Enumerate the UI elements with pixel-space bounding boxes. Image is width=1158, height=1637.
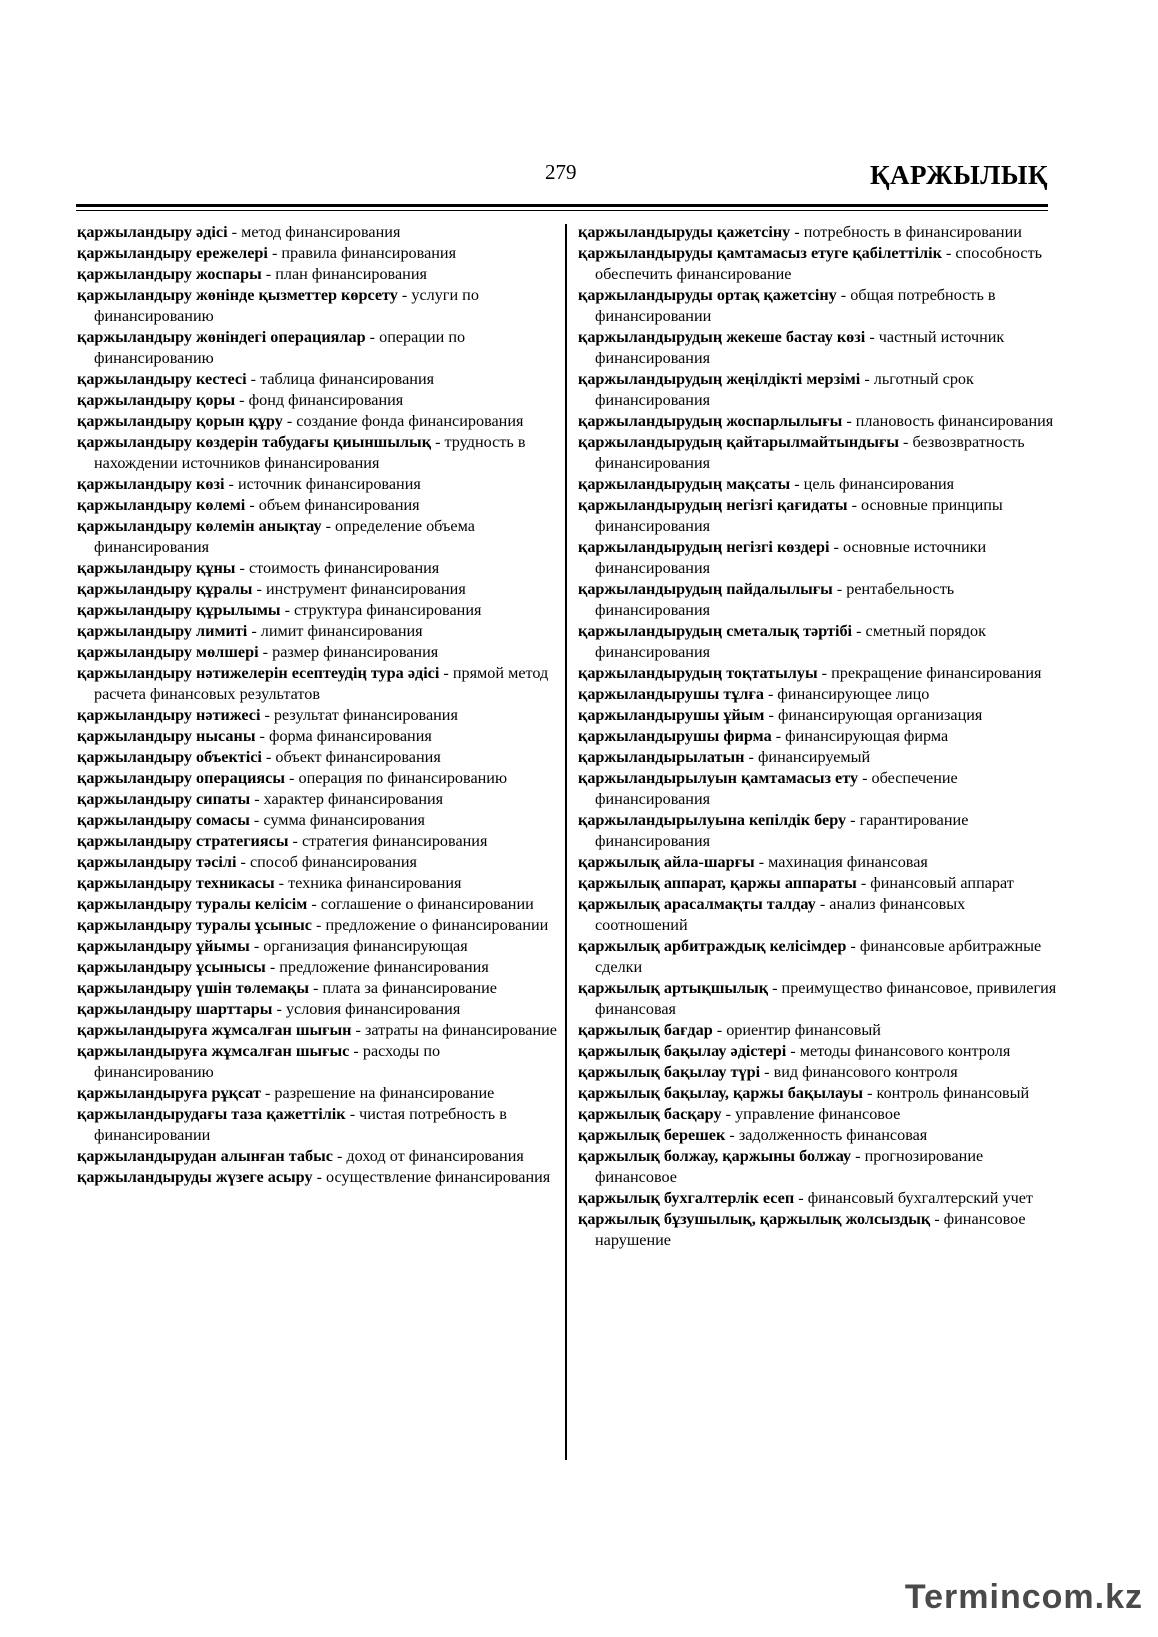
dictionary-entry [77, 285, 557, 327]
entry-separator: - [397, 286, 412, 304]
entry-term: қаржыландыру жөнінде қызметтер көрсету [77, 286, 398, 304]
entry-term: қаржыландыру құны [77, 559, 236, 577]
entry-term: қаржыландыру мөлшері [77, 643, 259, 661]
entry-definition: прямой метод расчета финансовых результатов [94, 664, 549, 703]
entry-definition: операция по финансированию [298, 769, 508, 787]
entry-term: қаржыландырылуын қамтамасыз ету [578, 769, 859, 787]
entry-definition: сметный порядок финансирования [595, 622, 986, 661]
entry-separator: - [829, 538, 843, 556]
entry-separator: - [725, 1126, 739, 1144]
entry-definition: финансирующее лицо [777, 685, 930, 703]
entry-term: қаржылық артықшылық [578, 979, 769, 997]
entry-separator: - [760, 1063, 774, 1081]
dictionary-entry [578, 369, 1058, 411]
entry-separator: - [431, 433, 445, 451]
entry-term: қаржыландырудың мақсаты [578, 475, 791, 493]
entry-separator: - [267, 244, 282, 262]
entry-term: қаржыландырылатын [578, 748, 745, 766]
entry-definition: правила финансирования [281, 244, 457, 262]
entry-definition: преимущество финансовое, привилегия финансовая [595, 979, 1057, 1018]
dictionary-entry [77, 474, 557, 495]
entry-separator: - [261, 265, 276, 283]
dictionary-entry [578, 432, 1058, 474]
entry-term: қаржыландыру жөніндегі операциялар [77, 328, 366, 346]
entry-definition: таблица финансирования [260, 370, 435, 388]
entry-separator: - [771, 727, 786, 745]
entry-definition: обеспечение финансирования [595, 769, 958, 808]
entry-separator: - [365, 328, 380, 346]
entry-term: қаржыландыру үшін төлемақы [77, 979, 309, 997]
dictionary-entry [77, 642, 557, 663]
entry-term: қаржыландырушы тұлға [578, 685, 764, 703]
dictionary-entry [77, 579, 557, 600]
entry-term: қаржыландыру құрылымы [77, 601, 281, 619]
entry-separator: - [754, 853, 769, 871]
entry-definition: гарантирование финансирования [595, 811, 969, 850]
entry-term: қаржыландырудың жеңілдікті мерзімі [578, 370, 861, 388]
entry-definition: прекращение финансирования [831, 664, 1042, 682]
header-rule-thick [76, 204, 1048, 207]
dictionary-entry [77, 789, 557, 810]
entry-definition: лимит финансирования [260, 622, 423, 640]
entry-separator: - [712, 1021, 727, 1039]
entry-term: қаржыландыру ережелері [77, 244, 268, 262]
dictionary-entry [77, 264, 557, 285]
entry-term: қаржыландыруға жұмсалған шығыс [77, 1042, 350, 1060]
entry-separator: - [439, 664, 453, 682]
entry-definition: финансирующая фирма [785, 727, 949, 745]
entry-definition: общая потребность в финансировании [595, 286, 996, 325]
entry-term: қаржыландыру сипаты [77, 790, 251, 808]
entry-definition: безвозвратность финансирования [595, 433, 1025, 472]
entry-separator: - [250, 790, 264, 808]
entry-term: қаржыландыруды ортақ қажетсіну [578, 286, 837, 304]
dictionary-entry [77, 831, 557, 852]
entry-term: қаржылық бағдар [578, 1021, 713, 1039]
entry-separator: - [311, 916, 326, 934]
entry-separator: - [285, 769, 299, 787]
entry-separator: - [817, 664, 832, 682]
entry-separator: - [860, 370, 874, 388]
entry-separator: - [842, 412, 856, 430]
column-divider [565, 224, 567, 1460]
entry-separator: - [794, 1189, 808, 1207]
entry-separator: - [349, 1042, 363, 1060]
entry-separator: - [265, 958, 280, 976]
dictionary-entry [77, 495, 557, 516]
entry-definition: план финансирования [275, 265, 427, 283]
entry-definition: предложение о финансировании [325, 916, 549, 934]
entry-separator: - [280, 601, 294, 619]
entry-term: қаржыландыру стратегиясы [77, 832, 289, 850]
entry-separator: - [245, 496, 259, 514]
dictionary-entry [77, 516, 557, 558]
dictionary-entry [77, 1020, 557, 1041]
entry-definition: анализ финансовых соотношений [595, 895, 966, 934]
entry-term: қаржыландыру туралы ұсыныс [77, 916, 312, 934]
entry-separator: - [224, 475, 238, 493]
dictionary-entry [77, 705, 557, 726]
entry-separator: - [345, 1105, 360, 1123]
dictionary-entry [77, 1083, 557, 1104]
dictionary-entry [578, 1104, 1058, 1125]
entry-separator: - [815, 895, 830, 913]
entry-definition: махинация финансовая [768, 853, 928, 871]
entry-term: қаржыландыру ұйымы [77, 937, 250, 955]
entry-separator: - [744, 748, 758, 766]
entry-term: қаржылық бұзушылық, қаржылық жолсыздық [578, 1210, 931, 1228]
entry-separator: - [858, 769, 872, 787]
entry-term: қаржыландыруға рұқсат [77, 1084, 261, 1102]
entry-separator: - [274, 874, 289, 892]
entry-term: қаржыландыру техникасы [77, 874, 275, 892]
entry-separator: - [272, 1000, 286, 1018]
entry-term: қаржыландырудың тоқтатылуы [578, 664, 818, 682]
entry-term: қаржыландыру нысаны [77, 727, 256, 745]
dictionary-entry [77, 852, 557, 873]
entry-term: қаржылық бақылау, қаржы бақылауы [578, 1084, 864, 1102]
entry-separator: - [247, 622, 261, 640]
entry-definition: осуществление финансирования [326, 1168, 551, 1186]
entry-term: қаржылық берешек [578, 1126, 726, 1144]
entry-separator: - [930, 1210, 944, 1228]
entry-definition: разрешение на финансирование [274, 1084, 495, 1102]
entry-separator: - [832, 580, 847, 598]
header-rule-thin [76, 210, 1048, 211]
entry-separator: - [721, 1105, 736, 1123]
entry-term: қаржыландыру шарттары [77, 1000, 273, 1018]
entry-separator: - [261, 748, 276, 766]
dictionary-entry [77, 768, 557, 789]
entry-term: қаржыландыру кестесі [77, 370, 247, 388]
entry-definition: инструмент финансирования [265, 580, 466, 598]
dictionary-entry [77, 915, 557, 936]
dictionary-entry [578, 978, 1058, 1020]
entry-definition: определение объема финансирования [94, 517, 475, 556]
entry-definition: плата за финансирование [322, 979, 497, 997]
entry-definition: финансируемый [757, 748, 871, 766]
entry-definition: техника финансирования [288, 874, 462, 892]
entry-term: қаржыландыру лимиті [77, 622, 248, 640]
entry-term: қаржыландырудың сметалық тәртібі [578, 622, 853, 640]
entry-term: қаржыландыру көлемі [77, 496, 246, 514]
dictionary-entry [77, 936, 557, 957]
dictionary-entry [578, 1125, 1058, 1146]
entry-term: қаржыландыруды қажетсіну [578, 223, 791, 241]
entry-separator: - [836, 286, 851, 304]
entry-definition: создание фонда финансирования [296, 412, 524, 430]
right-column [578, 222, 1058, 1251]
entry-definition: плановость финансирования [855, 412, 1054, 430]
dictionary-entry [77, 1041, 557, 1083]
entry-separator: - [790, 475, 804, 493]
entry-separator: - [763, 685, 778, 703]
dictionary-entry [77, 726, 557, 747]
entry-definition: способ финансирования [249, 853, 417, 871]
entry-definition: предложение финансирования [279, 958, 489, 976]
entry-term: қаржыландыру ұсынысы [77, 958, 266, 976]
entry-definition: финансовые арбитражные сделки [595, 937, 1042, 976]
entry-separator: - [863, 1084, 877, 1102]
entry-definition: объем финансирования [258, 496, 420, 514]
dictionary-entry [77, 600, 557, 621]
entry-term: қаржыландырудың пайдалылығы [578, 580, 833, 598]
entry-definition: частный источник финансирования [595, 328, 1005, 367]
dictionary-entry [578, 1209, 1058, 1251]
entry-term: қаржыландырудың қайтарылмайтындығы [578, 433, 899, 451]
dictionary-entry [77, 747, 557, 768]
entry-definition: сумма финансирования [263, 811, 425, 829]
entry-definition: фонд финансирования [248, 391, 404, 409]
entry-definition: затраты на финансирование [364, 1021, 557, 1039]
entry-separator: - [307, 895, 321, 913]
dictionary-entry [578, 474, 1058, 495]
entry-term: қаржылық арбитраждық келісімдер [578, 937, 847, 955]
entry-term: қаржыландыру құралы [77, 580, 253, 598]
dictionary-entry [578, 936, 1058, 978]
dictionary-entry [77, 1104, 557, 1146]
entry-term: қаржыландыру жоспары [77, 265, 262, 283]
dictionary-entry [578, 537, 1058, 579]
dictionary-entry [77, 432, 557, 474]
entry-separator: - [260, 1084, 275, 1102]
dictionary-entry [77, 999, 557, 1020]
entry-separator: - [255, 727, 269, 745]
dictionary-entry [578, 810, 1058, 852]
entry-definition: цель финансирования [803, 475, 955, 493]
entry-term: қаржыландыру объектісі [77, 748, 262, 766]
entry-term: қаржыландыру көлемін анықтау [77, 517, 322, 535]
entry-separator: - [312, 1168, 327, 1186]
dictionary-entry [77, 222, 557, 243]
dictionary-entry [578, 222, 1058, 243]
dictionary-entry [77, 621, 557, 642]
dictionary-entry [77, 1146, 557, 1167]
entry-definition: организация финансирующая [263, 937, 468, 955]
entry-term: қаржылық айла-шарғы [578, 853, 755, 871]
dictionary-entry [77, 411, 557, 432]
entry-separator: - [856, 874, 871, 892]
dictionary-entry [77, 390, 557, 411]
entry-definition: финансирующая организация [777, 706, 983, 724]
dictionary-entry [578, 621, 1058, 663]
left-column [77, 222, 557, 1188]
dictionary-entry [77, 558, 557, 579]
page-number: 279 [545, 160, 577, 184]
entry-definition: основные источники финансирования [595, 538, 987, 577]
entry-separator: - [768, 979, 782, 997]
dictionary-entry [578, 663, 1058, 684]
entry-separator: - [321, 517, 336, 535]
entry-definition: стратегия финансирования [301, 832, 488, 850]
dictionary-entry [77, 663, 557, 705]
entry-separator: - [235, 559, 249, 577]
entry-definition: льготный срок финансирования [595, 370, 974, 409]
entry-definition: потребность в финансировании [803, 223, 1022, 241]
dictionary-entry [578, 852, 1058, 873]
entry-definition: результат финансирования [273, 706, 458, 724]
entry-definition: размер финансирования [272, 643, 439, 661]
entry-term: қаржыландыру туралы келісім [77, 895, 308, 913]
entry-separator: - [846, 937, 860, 955]
entry-definition: услуги по финансированию [94, 286, 479, 325]
entry-term: қаржыландыру көзі [77, 475, 225, 493]
entry-term: қаржыландыру тәсілі [77, 853, 237, 871]
entry-definition: характер финансирования [263, 790, 444, 808]
entry-term: қаржыландырудың негізгі қағидаты [578, 496, 848, 514]
entry-definition: операции по финансированию [94, 328, 466, 367]
entry-term: қаржыландырылуына кепілдік беру [578, 811, 847, 829]
dictionary-entry [578, 894, 1058, 936]
dictionary-entry [578, 768, 1058, 810]
entry-term: қаржыландыруды жүзеге асыру [77, 1168, 313, 1186]
entry-definition: вид финансового контроля [773, 1063, 958, 1081]
watermark-logo: Termincom.kz [904, 1578, 1143, 1616]
entry-term: қаржыландыру нәтижесі [77, 706, 261, 724]
entry-separator: - [852, 622, 866, 640]
entry-definition: ориентир финансовый [726, 1021, 881, 1039]
entry-separator: - [790, 223, 804, 241]
dictionary-entry [578, 1188, 1058, 1209]
entry-separator: - [258, 643, 273, 661]
entry-definition: трудность в нахождении источников финансирования [94, 433, 526, 472]
entry-separator: - [246, 370, 261, 388]
dictionary-entry [578, 1041, 1058, 1062]
entry-separator: - [851, 1147, 865, 1165]
entry-separator: - [236, 853, 250, 871]
entry-term: қаржылық бақылау түрі [578, 1063, 761, 1081]
entry-definition: источник финансирования [237, 475, 421, 493]
dictionary-entry [578, 285, 1058, 327]
dictionary-entry [77, 369, 557, 390]
entry-term: қаржыландыру сомасы [77, 811, 250, 829]
entry-separator: - [235, 391, 249, 409]
dictionary-entry [578, 1020, 1058, 1041]
entry-separator: - [865, 328, 879, 346]
dictionary-entry [77, 327, 557, 369]
dictionary-entry [578, 747, 1058, 768]
entry-term: қаржыландырудың негізгі көздері [578, 538, 830, 556]
dictionary-entry [578, 1083, 1058, 1104]
dictionary-entry [77, 1167, 557, 1188]
entry-definition: структура финансирования [294, 601, 482, 619]
entry-definition: контроль финансовый [876, 1084, 1030, 1102]
entry-definition: расходы по финансированию [94, 1042, 441, 1081]
entry-term: қаржылық бақылау әдістері [578, 1042, 787, 1060]
entry-definition: способность обеспечить финансирование [595, 244, 1043, 283]
entry-definition: финансовое нарушение [595, 1210, 1026, 1249]
entry-definition: финансовый аппарат [870, 874, 1014, 892]
dictionary-entry [578, 726, 1058, 747]
entry-term: қаржыландыруды қамтамасыз етуге қабілеттілік [578, 244, 942, 262]
dictionary-entry [77, 243, 557, 264]
entry-separator: - [288, 832, 302, 850]
section-title: ҚАРЖЫЛЫҚ [869, 160, 1048, 190]
dictionary-entry [77, 810, 557, 831]
entry-definition: метод финансирования [241, 223, 401, 241]
entry-term: қаржыландыру қорын құру [77, 412, 283, 430]
entry-separator: - [941, 244, 956, 262]
entry-separator: - [308, 979, 323, 997]
dictionary-entry [578, 684, 1058, 705]
entry-definition: прогнозирование финансовое [595, 1147, 984, 1186]
entry-definition: управление финансовое [735, 1105, 901, 1123]
dictionary-entry [578, 1062, 1058, 1083]
entry-term: қаржыландыру көздерін табудағы қиыншылық [77, 433, 432, 451]
entry-separator: - [764, 706, 778, 724]
entry-term: қаржыландыру операциясы [77, 769, 285, 787]
entry-separator: - [260, 706, 274, 724]
entry-term: қаржыландырушы фирма [578, 727, 772, 745]
entry-definition: форма финансирования [268, 727, 432, 745]
entry-definition: объект финансирования [275, 748, 441, 766]
entry-definition: чистая потребность в финансировании [94, 1105, 507, 1144]
entry-separator: - [898, 433, 913, 451]
entry-term: қаржыландыруға жұмсалған шығын [77, 1021, 352, 1039]
dictionary-entry [578, 327, 1058, 369]
entry-definition: стоимость финансирования [248, 559, 440, 577]
entry-term: қаржылық басқару [578, 1105, 722, 1123]
entry-separator: - [252, 580, 266, 598]
entry-separator: - [847, 496, 861, 514]
entry-definition: условия финансирования [285, 1000, 461, 1018]
entry-term: қаржыландыру қоры [77, 391, 236, 409]
dictionary-entry [77, 894, 557, 915]
entry-term: қаржылық арасалмақты талдау [578, 895, 816, 913]
entry-separator: - [332, 1147, 347, 1165]
dictionary-entry [578, 411, 1058, 432]
entry-term: қаржыландырушы ұйым [578, 706, 765, 724]
entry-definition: рентабельность финансирования [595, 580, 955, 619]
entry-definition: методы финансового контроля [799, 1042, 1011, 1060]
entry-term: қаржылық аппарат, қаржы аппараты [578, 874, 857, 892]
entry-definition: задолженность финансовая [738, 1126, 928, 1144]
dictionary-entry [578, 873, 1058, 894]
entry-separator: - [351, 1021, 365, 1039]
dictionary-entry [578, 243, 1058, 285]
entry-definition: доход от финансирования [346, 1147, 524, 1165]
entry-term: қаржыландырудың жекеше бастау көзі [578, 328, 866, 346]
entry-definition: соглашение о финансировании [320, 895, 534, 913]
dictionary-entry [578, 495, 1058, 537]
entry-separator: - [249, 937, 264, 955]
entry-separator: - [786, 1042, 800, 1060]
entry-term: қаржыландырудағы таза қажеттілік [77, 1105, 346, 1123]
dictionary-entry [77, 978, 557, 999]
entry-term: қаржыландыру нәтижелерін есептеудің тура әдісі [77, 664, 440, 682]
entry-separator: - [227, 223, 242, 241]
entry-definition: финансовый бухгалтерский учет [807, 1189, 1033, 1207]
entry-term: қаржыландырудан алынған табыс [77, 1147, 333, 1165]
entry-definition: основные принципы финансирования [595, 496, 1003, 535]
entry-separator: - [249, 811, 264, 829]
entry-term: қаржылық бухгалтерлік есеп [578, 1189, 795, 1207]
entry-term: қаржылық болжау, қаржыны болжау [578, 1147, 852, 1165]
dictionary-entry [77, 873, 557, 894]
dictionary-entry [578, 579, 1058, 621]
dictionary-entry [578, 705, 1058, 726]
dictionary-entry [77, 957, 557, 978]
entry-separator: - [282, 412, 297, 430]
dictionary-entry [578, 1146, 1058, 1188]
entry-term: қаржыландыру әдісі [77, 223, 228, 241]
entry-term: қаржыландырудың жоспарлылығы [578, 412, 843, 430]
entry-separator: - [846, 811, 860, 829]
